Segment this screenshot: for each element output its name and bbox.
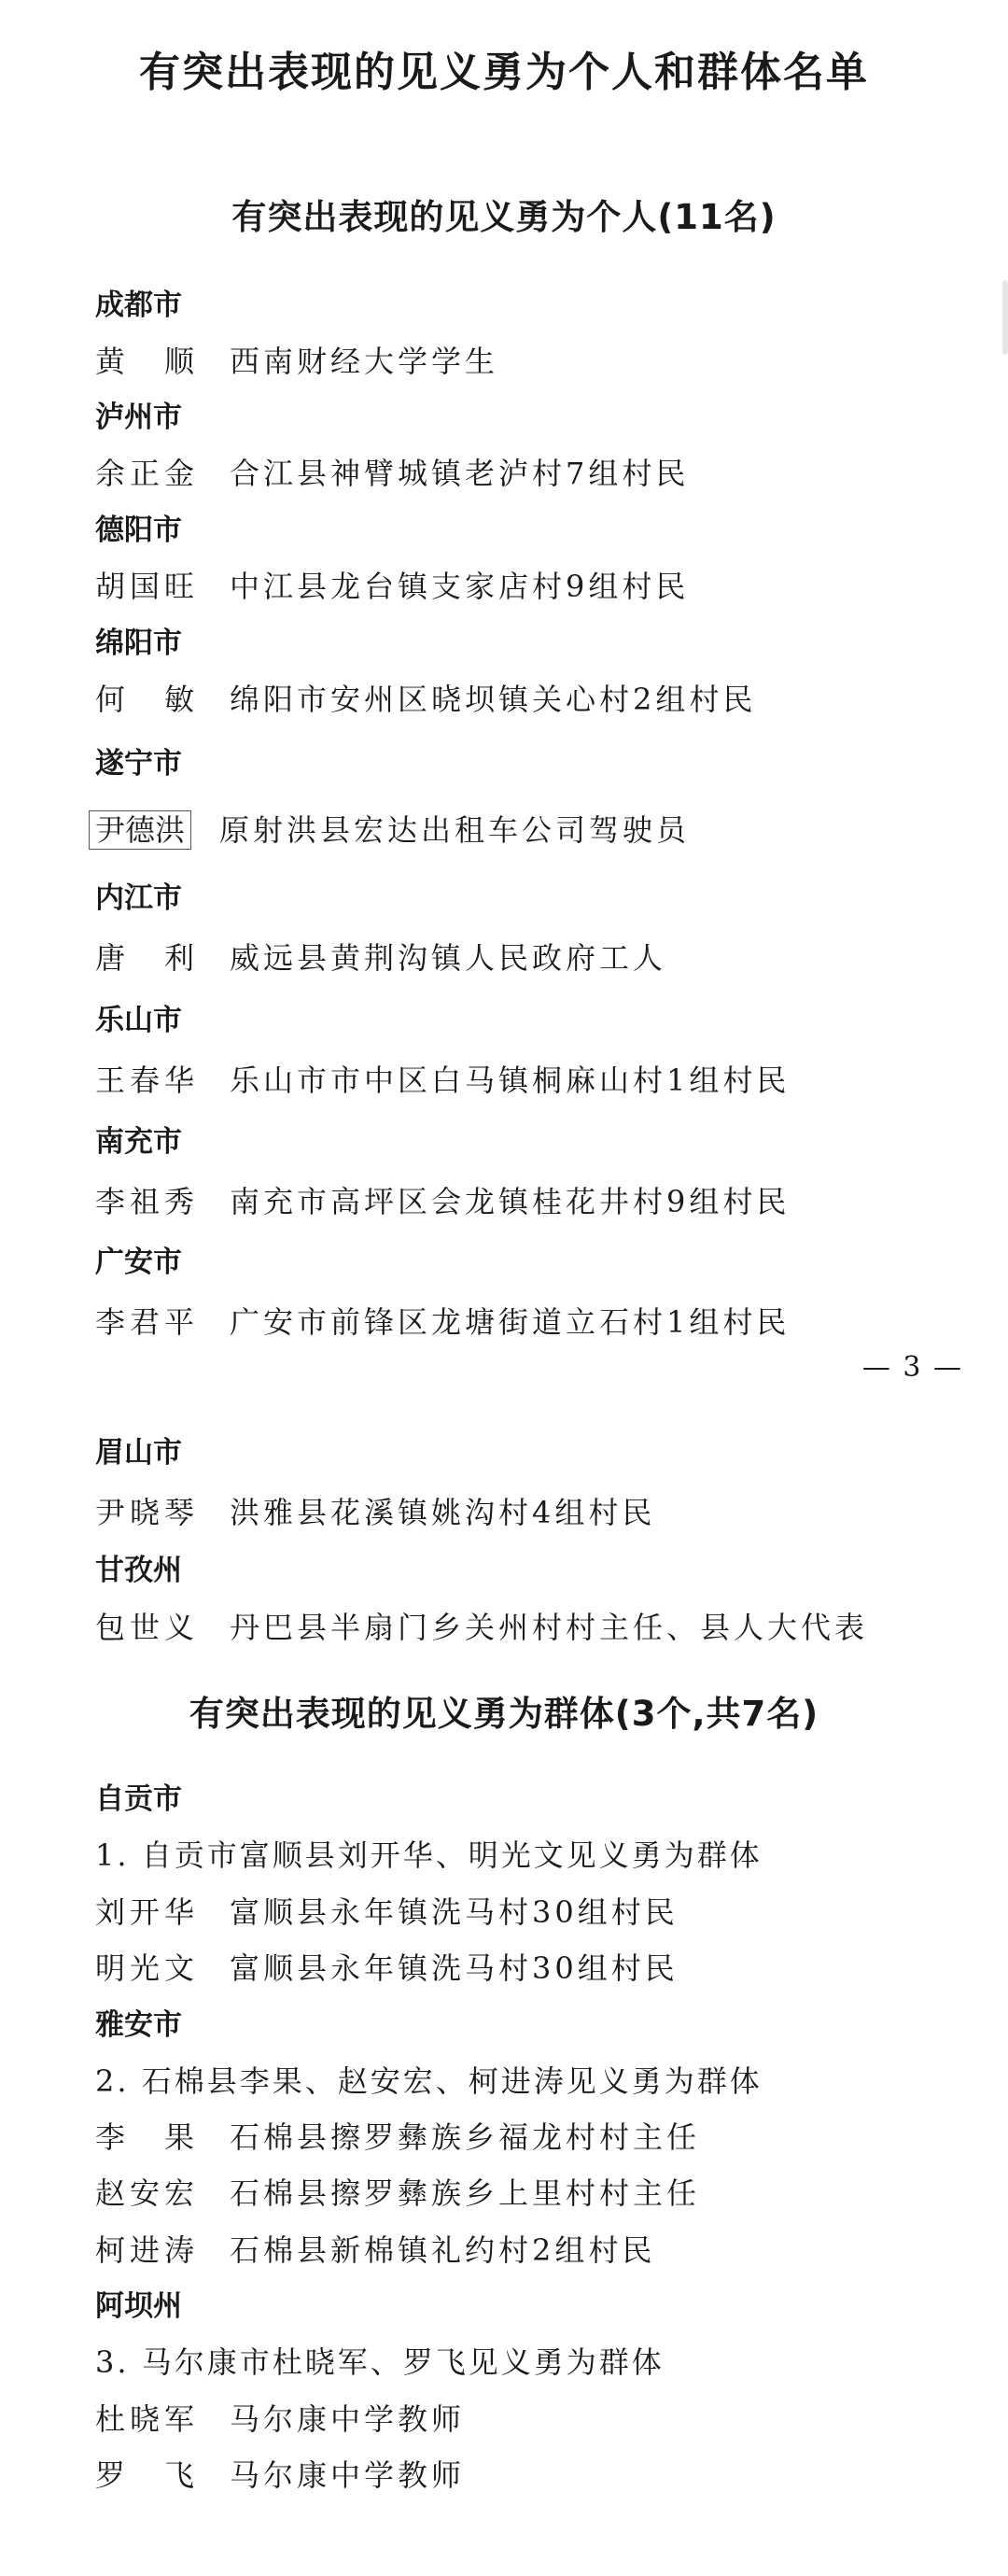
person-desc: 合江县神臂城镇老泸村7组村民 <box>230 456 690 491</box>
individual-entry <box>95 1599 868 1655</box>
city-label: 雅安市 <box>95 2008 182 2042</box>
person-desc: 马尔康中学教师 <box>230 2457 466 2493</box>
individual-entry <box>95 1052 790 1108</box>
person-desc: 富顺县永年镇洗马村30组村民 <box>230 1894 679 1930</box>
page-number: — 3 — <box>861 1351 963 1384</box>
person-desc: 中江县龙台镇支家店村9组村民 <box>230 569 690 604</box>
individual-entry <box>95 1485 655 1541</box>
city-label: 遂宁市 <box>95 747 182 781</box>
person-desc: 原射洪县宏达出租车公司驾驶员 <box>219 812 691 848</box>
group-title: 1. 自贡市富顺县刘开华、明光文见义勇为群体 <box>95 1837 763 1873</box>
city-label: 甘孜州 <box>95 1554 182 1587</box>
person-desc: 威远县黄荆沟镇人民政府工人 <box>230 940 667 976</box>
group-member <box>95 2165 700 2221</box>
person-name: 黄 顺 <box>95 344 194 379</box>
individuals-heading: 有突出表现的见义勇为个人(11名) <box>231 197 777 237</box>
person-name: 柯进涛 <box>95 2232 194 2268</box>
city-label: 自贡市 <box>95 1782 182 1816</box>
group-title: 2. 石棉县李果、赵安宏、柯进涛见义勇为群体 <box>95 2063 763 2099</box>
group-member <box>95 2109 700 2165</box>
city-label: 泸州市 <box>95 401 182 434</box>
group-member <box>95 2391 465 2447</box>
city-label: 南充市 <box>95 1125 182 1159</box>
city-label: 阿坝州 <box>95 2289 182 2323</box>
group-member <box>95 2447 465 2503</box>
person-desc: 马尔康中学教师 <box>230 2401 466 2437</box>
page-title: 有突出表现的见义勇为个人和群体名单 <box>139 49 869 96</box>
city-label: 内江市 <box>95 881 182 915</box>
person-name: 赵安宏 <box>95 2175 194 2211</box>
city-label: 广安市 <box>95 1246 182 1279</box>
city-label: 眉山市 <box>95 1436 182 1470</box>
person-desc: 石棉县擦罗彝族乡福龙村村主任 <box>230 2119 701 2155</box>
person-name: 唐 利 <box>95 940 194 976</box>
person-name: 何 敏 <box>95 682 194 717</box>
person-desc: 乐山市市中区白马镇桐麻山村1组村民 <box>230 1063 791 1098</box>
individual-entry <box>95 1174 790 1230</box>
individual-entry <box>95 802 690 858</box>
individual-entry <box>95 333 498 389</box>
person-desc: 石棉县擦罗彝族乡上里村村主任 <box>230 2175 701 2211</box>
person-desc: 丹巴县半扇门乡关州村村主任、县人大代表 <box>230 1610 869 1645</box>
city-label: 绵阳市 <box>95 626 182 660</box>
person-name-highlighted: 尹德洪 <box>89 810 191 850</box>
person-name: 李 果 <box>95 2119 194 2155</box>
individual-entry <box>95 671 756 727</box>
person-name: 明光文 <box>95 1950 194 1986</box>
person-desc: 洪雅县花溪镇姚沟村4组村民 <box>230 1495 656 1530</box>
group-member <box>95 1940 679 1996</box>
person-name: 罗 飞 <box>95 2457 194 2493</box>
person-name: 杜晓军 <box>95 2401 194 2437</box>
person-name: 刘开华 <box>95 1894 194 1930</box>
groups-heading: 有突出表现的见义勇为群体(3个,共7名) <box>189 1694 819 1734</box>
person-desc: 西南财经大学学生 <box>230 344 499 379</box>
individual-entry <box>95 930 666 986</box>
person-name: 余正金 <box>95 456 194 491</box>
person-name: 包世义 <box>95 1610 194 1645</box>
group-member <box>95 2222 655 2278</box>
city-label: 德阳市 <box>95 514 182 547</box>
individual-entry <box>95 445 689 501</box>
group-member <box>95 1884 679 1940</box>
person-name: 李祖秀 <box>95 1184 194 1219</box>
person-desc: 广安市前锋区龙塘街道立石村1组村民 <box>230 1304 791 1340</box>
person-name: 尹晓琴 <box>95 1495 194 1530</box>
person-name: 王春华 <box>95 1063 194 1098</box>
person-desc: 南充市高坪区会龙镇桂花井村9组村民 <box>230 1184 791 1219</box>
scrollbar[interactable] <box>1002 280 1008 355</box>
person-desc: 石棉县新棉镇礼约村2组村民 <box>230 2232 656 2268</box>
city-label: 乐山市 <box>95 1004 182 1037</box>
person-desc: 富顺县永年镇洗马村30组村民 <box>230 1950 679 1986</box>
city-label: 成都市 <box>95 289 182 322</box>
person-name: 胡国旺 <box>95 569 194 604</box>
individual-entry <box>95 558 689 614</box>
group-title: 3. 马尔康市杜晓军、罗飞见义勇为群体 <box>95 2344 665 2380</box>
person-desc: 绵阳市安州区晓坝镇关心村2组村民 <box>230 682 757 717</box>
person-name: 李君平 <box>95 1304 194 1340</box>
individual-entry <box>95 1294 790 1350</box>
